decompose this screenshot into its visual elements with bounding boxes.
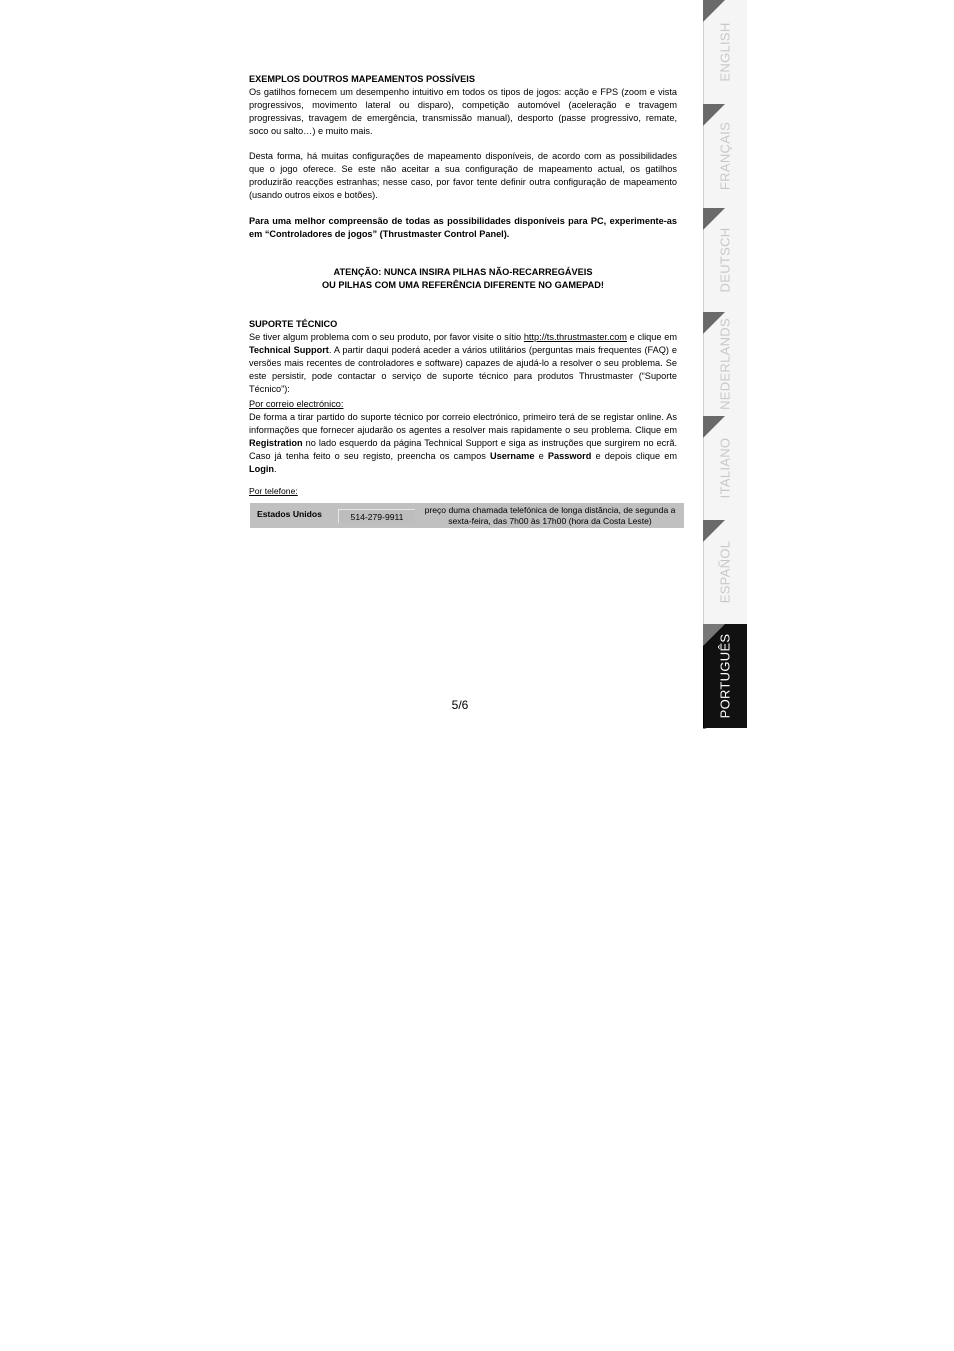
support-text-c: . A partir daqui poderá aceder a vários utilitários (perguntas mais frequentes (FAQ) e versões mais recentes de controladores e software) capazes de ajudá-lo a resolver o seu problema. Se este persistir, pode contactar o serviço de suporte técnico para produtos Thrustmaster (“Suporte Técnico”): <box>249 345 677 394</box>
email-heading: Por correio electrónico: <box>249 399 344 409</box>
tab-label: NEDERLANDS <box>717 318 733 410</box>
phone-heading: Por telefone: <box>249 486 298 496</box>
examples-paragraph-1: Os gatilhos fornecem um desempenho intuitivo em todos os tipos de jogos: acção e FPS (zoom e vista progressivos, movimento lateral ou disparo), competição automóvel (aceleração e travagem progressivas, travagem de emergência, transmissão manual), desporto (passe progressivo, remate, soco ou salto…) e muito mais. <box>249 87 677 136</box>
email-paragraph <box>249 411 677 476</box>
warning-line-1: ATENÇÃO: NUNCA INSIRA PILHAS NÃO-RECARREGÁVEIS <box>333 267 593 277</box>
phone-number-cell <box>330 503 416 528</box>
warning-line-2: OU PILHAS COM UMA REFERÊNCIA DIFERENTE NO GAMEPAD! <box>322 280 604 290</box>
tab-label: ITALIANO <box>717 437 733 499</box>
tab-portugues[interactable] <box>703 624 747 728</box>
phone-number: 514-279-9911 <box>338 509 415 523</box>
login-label: Login <box>249 464 275 474</box>
tab-espanol[interactable] <box>703 520 747 624</box>
email-text-b: no lado esquerdo da página Technical Support e siga as instruções que surgirem no ecrã. Caso já tenha feito o seu registo, preencha os campos <box>249 438 677 461</box>
support-text-a: Se tiver algum problema com o seu produto, por favor visite o sítio <box>249 332 524 342</box>
email-text-e: . <box>274 464 277 474</box>
support-paragraph <box>249 331 677 396</box>
phone-note-cell: preço duma chamada telefónica de longa distância, de segunda a sexta-feira, das 7h00 às 17h00 (hora da Costa Leste) <box>424 505 676 526</box>
tab-italiano[interactable] <box>703 416 747 520</box>
password-label: Password <box>547 451 592 461</box>
username-label: Username <box>490 451 535 461</box>
technical-support-label: Technical Support <box>249 345 329 355</box>
tab-francais[interactable] <box>703 104 747 208</box>
examples-paragraph-3: Para uma melhor compreensão de todas as possibilidades disponíveis para PC, experimente-as em “Controladores de jogos” (Thrustmaster Control Panel). <box>249 216 677 239</box>
phone-support-table <box>250 503 684 528</box>
examples-paragraph-2: Desta forma, há muitas configurações de mapeamento disponíveis, de acordo com as possibilidades que o jogo oferece. Se este não aceitar a sua configuração de mapeamento actual, os gatilhos produzirão reacções estranhas; nesse caso, por favor tente definir outra configuração de mapeamento (usando outros eixos e botões). <box>249 151 677 200</box>
page-number: 5/6 <box>451 698 469 712</box>
email-text-c: e <box>534 451 548 461</box>
support-title: SUPORTE TÉCNICO <box>249 319 338 329</box>
tab-label: DEUTSCH <box>717 227 733 293</box>
thrustmaster-link[interactable]: http://ts.thrustmaster.com <box>523 332 627 342</box>
tab-label: ESPAÑOL <box>717 540 733 604</box>
tab-deutsch[interactable] <box>703 208 747 312</box>
tab-nederlands[interactable] <box>703 312 747 416</box>
examples-title: EXEMPLOS DOUTROS MAPEAMENTOS POSSÍVEIS <box>249 74 475 84</box>
email-text-d: e depois clique em <box>591 451 678 461</box>
phone-country-cell: Estados Unidos <box>257 509 322 519</box>
support-text-b: e clique em <box>626 332 677 342</box>
tab-english[interactable] <box>703 0 747 104</box>
tab-label: ENGLISH <box>717 22 733 82</box>
email-text-a: De forma a tirar partido do suporte técnico por correio electrónico, primeiro terá de se registar online. As informações que fornecer ajudarão os agentes a resolver mais rapidamente o seu problema. Clique em <box>249 412 677 435</box>
tab-label: FRANÇAIS <box>717 121 733 191</box>
tab-label: PORTUGUÊS <box>717 633 733 719</box>
language-tabs <box>703 0 747 729</box>
registration-label: Registration <box>249 438 303 448</box>
